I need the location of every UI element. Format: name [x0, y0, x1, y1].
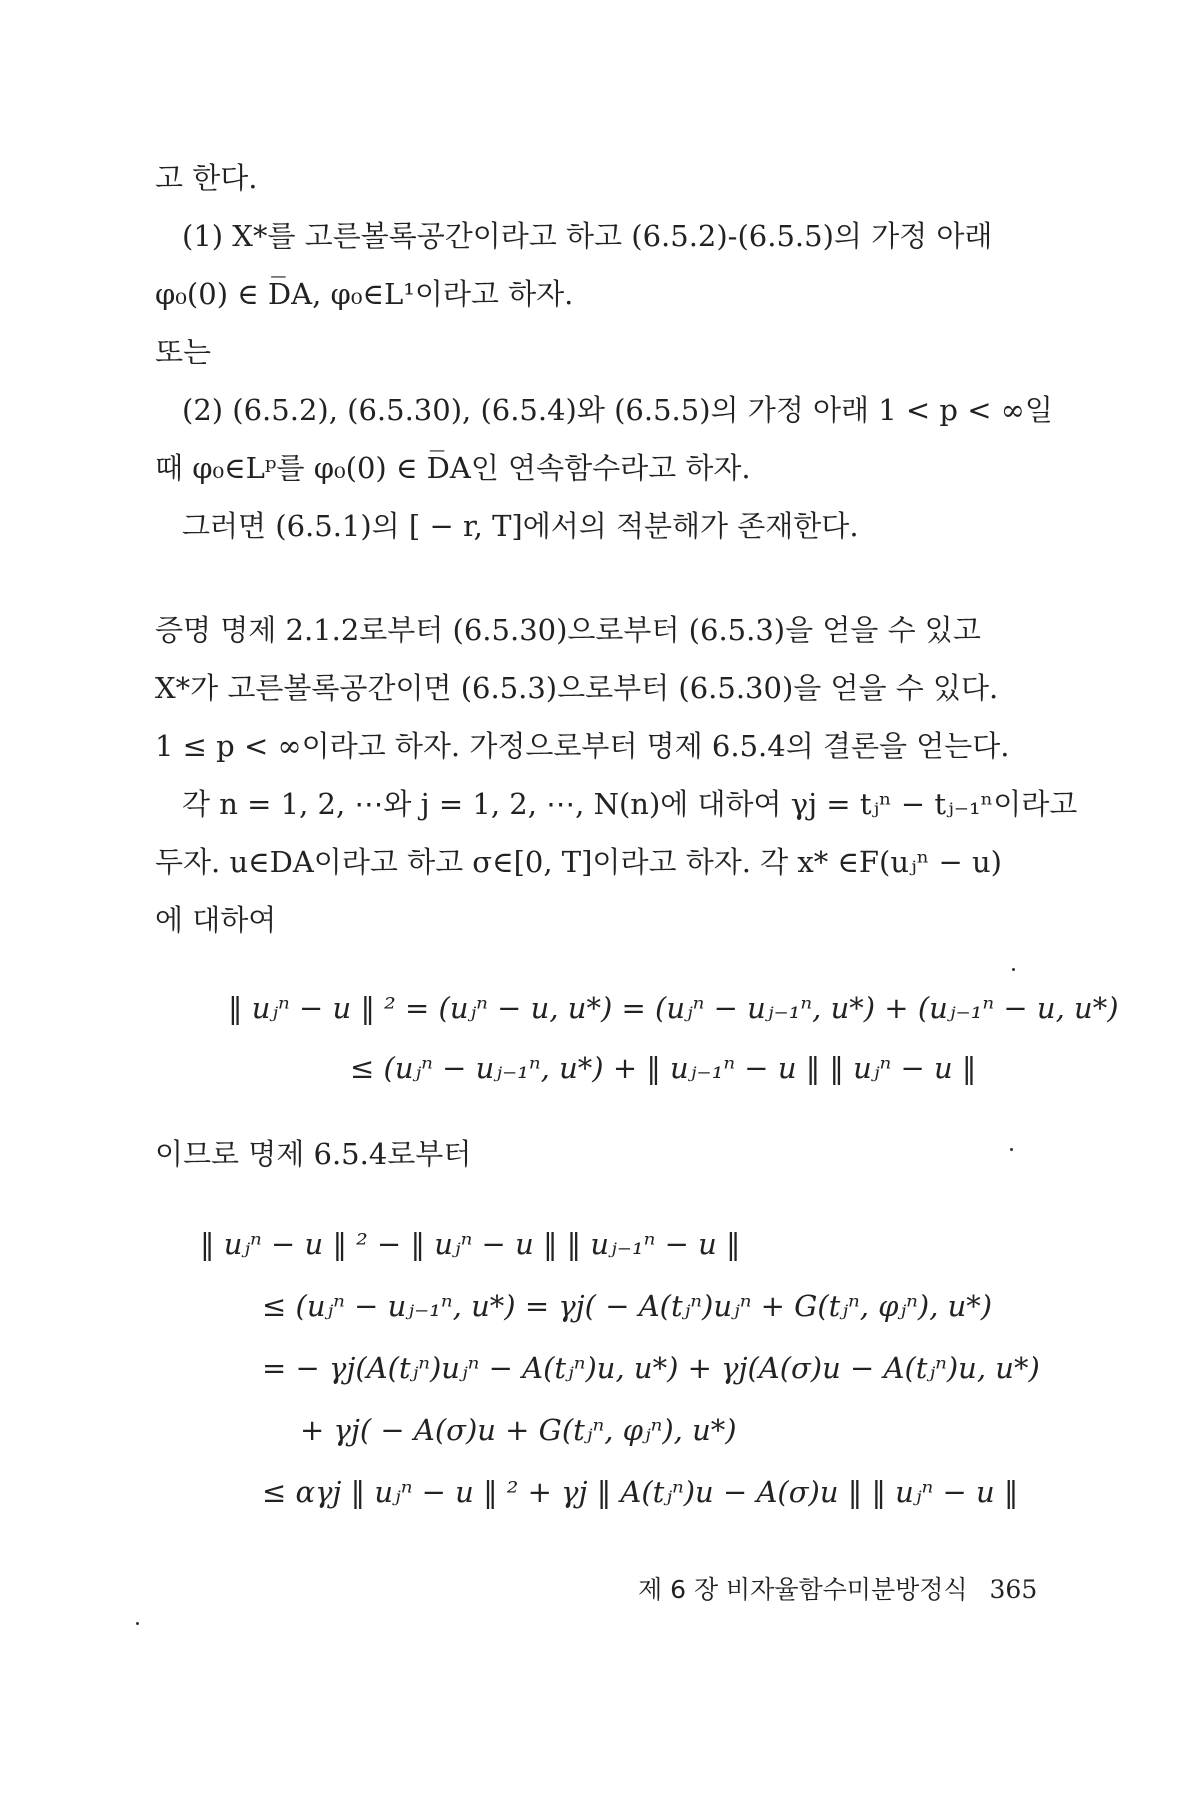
text-line: 이므로 명제 6.5.4로부터 — [155, 1137, 472, 1171]
text-line: 또는 — [155, 335, 212, 369]
equation-line: ≤ αγj ‖ uⱼⁿ − u ‖ ² + γj ‖ A(tⱼⁿ)u − A(σ)u ‖ ‖ uⱼⁿ − u ‖ — [262, 1475, 1019, 1509]
text-line: 그러면 (6.5.1)의 [ − r, T]에서의 적분해가 존재한다. — [182, 509, 859, 543]
equation-line: = − γj(A(tⱼⁿ)uⱼⁿ − A(tⱼⁿ)u, u*) + γj(A(σ)u − A(tⱼⁿ)u, u*) — [262, 1351, 1040, 1385]
scan-speck — [136, 1622, 139, 1625]
page-number: 365 — [989, 1575, 1038, 1604]
text-line: 증명 명제 2.1.2로부터 (6.5.30)으로부터 (6.5.3)을 얻을 수 있고 — [155, 613, 981, 647]
text-line: 고 한다. — [155, 161, 258, 195]
chapter-title: 제 6 장 비자율함수미분방정식 — [638, 1575, 968, 1604]
text-line: 에 대하여 — [155, 903, 277, 937]
equation-line: + γj( − A(σ)u + G(tⱼⁿ, φⱼⁿ), u*) — [300, 1413, 737, 1447]
text-line: 1 ≤ p < ∞이라고 하자. 가정으로부터 명제 6.5.4의 결론을 얻는다. — [155, 729, 1010, 763]
scan-speck — [1010, 1148, 1013, 1151]
text-line: (1) X*를 고른볼록공간이라고 하고 (6.5.2)-(6.5.5)의 가정 아래 — [182, 219, 993, 253]
text-line: 두자. u∈DA이라고 하고 σ∈[0, T]이라고 하자. 각 x* ∈F(uⱼⁿ − u) — [155, 845, 1002, 879]
scan-speck — [1012, 968, 1015, 971]
equation-line: ‖ uⱼⁿ − u ‖ ² − ‖ uⱼⁿ − u ‖ ‖ uⱼ₋₁ⁿ − u ‖ — [200, 1227, 741, 1261]
equation-line: ≤ (uⱼⁿ − uⱼ₋₁ⁿ, u*) = γj( − A(tⱼⁿ)uⱼⁿ + G(tⱼⁿ, φⱼⁿ), u*) — [262, 1289, 993, 1323]
page-footer — [638, 1574, 1037, 1606]
equation-line: ‖ uⱼⁿ − u ‖ ² = (uⱼⁿ − u, u*) = (uⱼⁿ − uⱼ₋₁ⁿ, u*) + (uⱼ₋₁ⁿ − u, u*) — [228, 991, 1119, 1025]
equation-line: ≤ (uⱼⁿ − uⱼ₋₁ⁿ, u*) + ‖ uⱼ₋₁ⁿ − u ‖ ‖ uⱼⁿ − u ‖ — [350, 1051, 977, 1085]
text-line: X*가 고른볼록공간이면 (6.5.3)으로부터 (6.5.30)을 얻을 수 있다. — [155, 671, 999, 705]
text-line: φ₀(0) ∈ D̅A, φ₀∈L¹이라고 하자. — [155, 277, 574, 311]
text-line: (2) (6.5.2), (6.5.30), (6.5.4)와 (6.5.5)의 가정 아래 1 < p < ∞일 — [182, 393, 1053, 427]
text-line: 각 n = 1, 2, ⋯와 j = 1, 2, ⋯, N(n)에 대하여 γj = tⱼⁿ − tⱼ₋₁ⁿ이라고 — [182, 787, 1078, 821]
text-line: 때 φ₀∈Lᵖ를 φ₀(0) ∈ D̅A인 연속함수라고 하자. — [155, 451, 751, 485]
